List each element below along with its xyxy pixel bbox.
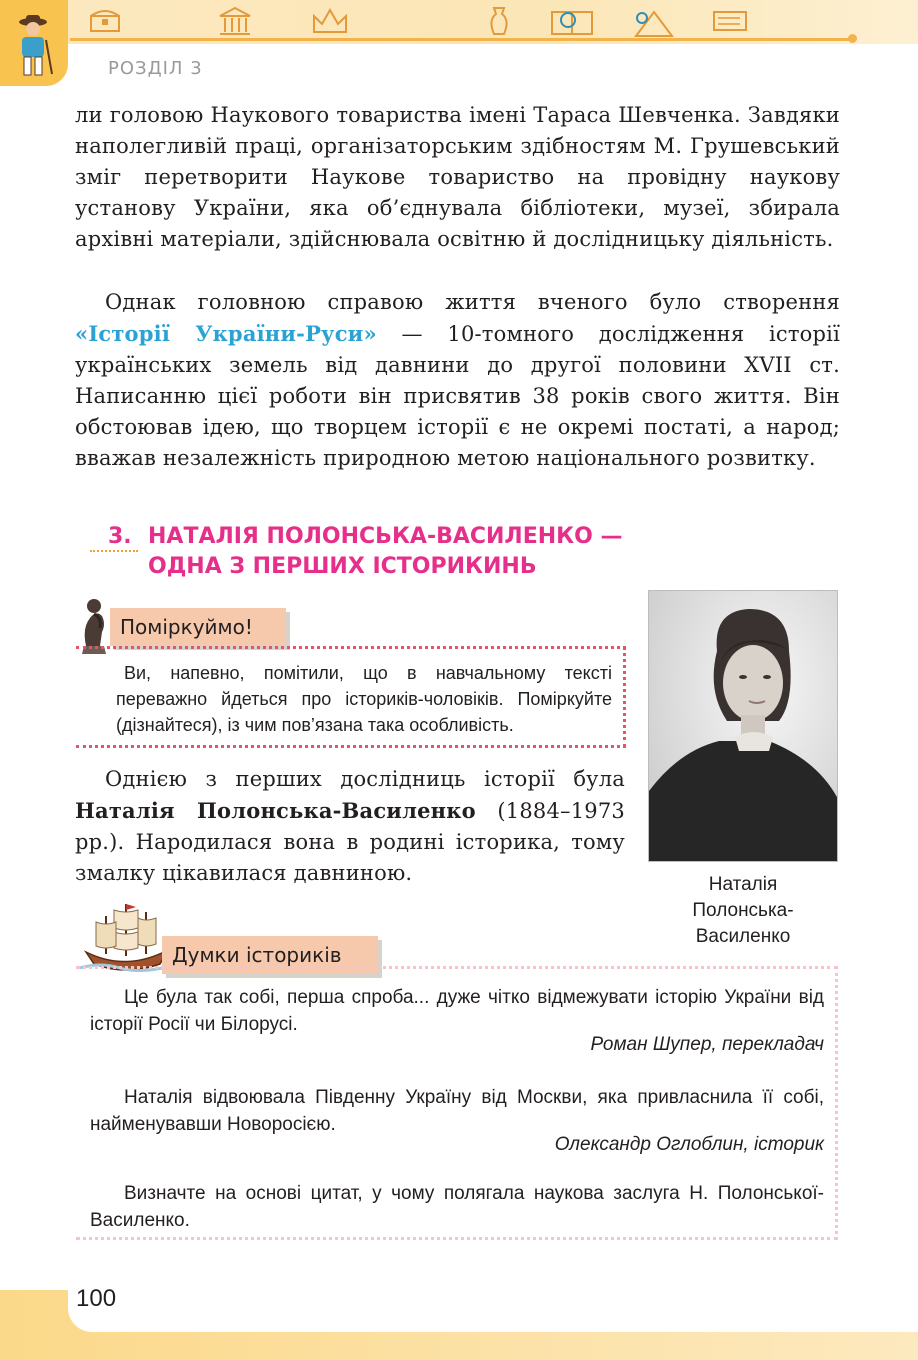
think-text-body: Ви, напевно, помітили, що в навчальному тексті переважно йдеться про істориків-чоловіків. Поміркуйте (дізнайтеся), із чим пов’язана така особливість. — [116, 663, 612, 735]
explorer-figure-icon — [8, 12, 58, 80]
quote-1-author: Роман Шупер, перекладач — [590, 1034, 824, 1055]
task-text-body: Визначте на основі цитат, у чому полягала наукова заслуга Н. Полонської-Василенко. — [90, 1183, 824, 1231]
footer-white — [68, 1280, 918, 1332]
quote-2-text: Наталія відвоювала Південну Україну від Москви, яка привласнила її собі, найменувавши Новоросією. — [90, 1087, 824, 1135]
temple-icon — [218, 6, 252, 36]
bio-name: Наталія Полонська-Василенко — [75, 798, 476, 823]
think-text — [116, 660, 612, 738]
historians-label: Думки істориків — [162, 936, 378, 974]
quote-1-text: Це була так собі, перша спроба... дуже чітко відмежувати історію України від історії Росії чи Білорусі. — [90, 987, 824, 1035]
section-title-line1: НАТАЛІЯ ПОЛОНСЬКА-ВАСИЛЕНКО — — [148, 524, 623, 549]
portrait-photo — [648, 590, 838, 862]
paragraph-history-end: — 10-томного дослідження історії українських земель від давнини до другої половини XVII ст. Написанню цієї роботи він присвятив 38 років свого життя. Він обстоював ідею, що творцем історії є не окремі постаті, а народ; вважав незалежність природною метою національного розвитку. — [75, 322, 841, 470]
caption-line1: Наталія — [708, 874, 778, 895]
paragraph-history — [75, 287, 840, 474]
bio-end: (1884–1973 рр.). Народилася вона в родині історика, тому змалку цікавилася давниною. — [75, 799, 625, 885]
scroll-icon — [710, 6, 750, 36]
header-rule — [70, 38, 854, 41]
sailing-ship-icon — [80, 898, 172, 976]
quote-1 — [90, 984, 824, 1038]
page-number: 100 — [76, 1285, 117, 1312]
quote-2-author: Олександр Оглоблин, історик — [554, 1134, 824, 1155]
portrait-image — [649, 591, 838, 862]
quote-2 — [90, 1084, 824, 1138]
header-rule-dot — [848, 34, 857, 43]
paragraph-intro: ли головою Наукового товариства імені Тараса Шевченка. Завдяки наполегливій праці, організаторським здібностям М. Грушевський зміг перетворити Наукове товариство на провідну наукову установу України, яка об’єднувала бібліотеки, музеї, збирала архівні матеріали, здійснювала освітню й дослідницьку діяльність. — [75, 103, 840, 251]
treasure-chest-icon — [88, 6, 122, 34]
book-title-highlight: «Історії України-Руси» — [75, 321, 377, 346]
caption-line3: Василенко — [695, 926, 791, 947]
chapter-label: РОЗДІЛ 3 — [108, 58, 203, 79]
corner-tab — [0, 0, 68, 86]
section-title-line2: ОДНА З ПЕРШИХ ІСТОРИКИНЬ — [148, 554, 537, 579]
paragraph-history-start: Однак головною справою життя вченого було створення — [105, 290, 840, 314]
vase-icon — [486, 6, 512, 38]
caption-line2: Полонська- — [692, 900, 794, 921]
pyramid-icon — [632, 6, 680, 38]
book-magnifier-icon — [548, 6, 598, 38]
task-text — [90, 1180, 824, 1234]
section-title — [148, 522, 623, 582]
bio-start: Однією з перших дослідниць історії була — [105, 767, 625, 791]
section-number: 3. — [108, 524, 132, 549]
portrait-caption — [646, 872, 840, 950]
paragraph-bio — [75, 764, 625, 889]
crown-icon — [310, 6, 350, 36]
think-label: Поміркуймо! — [110, 608, 286, 646]
